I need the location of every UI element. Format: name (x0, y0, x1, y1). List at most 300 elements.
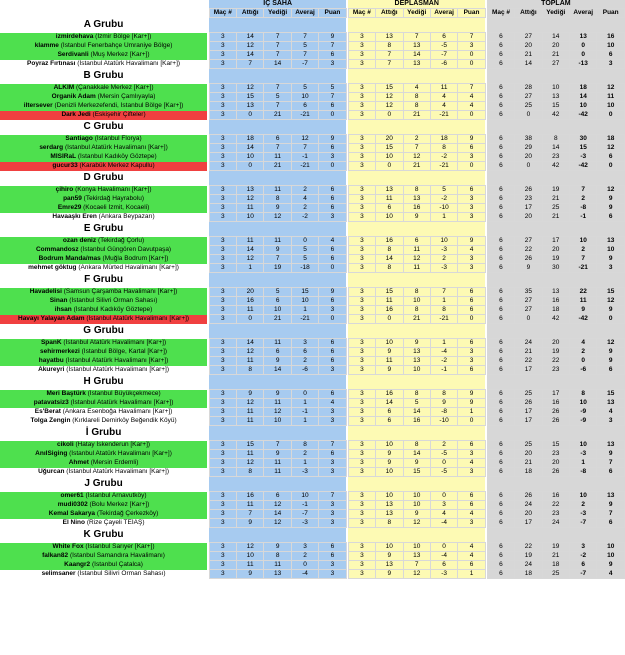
home-stat-cell: -3 (291, 468, 318, 477)
away-stat-cell: 3 (348, 264, 375, 273)
total-stat-cell: 17 (542, 390, 569, 399)
total-stat-cell: 6 (487, 33, 514, 42)
total-stat-cell: 10 (597, 552, 625, 561)
away-stat-cell: 3 (348, 102, 375, 111)
away-stat-cell: 3 (348, 501, 375, 510)
home-stat-cell: 6 (264, 297, 291, 306)
total-stat-cell: 17 (515, 204, 542, 213)
away-stat-cell: -5 (430, 450, 457, 459)
team-name: Tolga Zengin (30, 417, 71, 424)
total-stat-cell: 6 (487, 357, 514, 366)
team-row (0, 492, 625, 501)
away-stat-cell: 10 (376, 213, 403, 222)
away-stat-cell: 3 (348, 306, 375, 315)
home-stat-cell: 12 (237, 195, 264, 204)
team-row (0, 255, 625, 264)
team-row (0, 111, 625, 120)
team-location: (İstanbul Silivri Orman Sahası) (77, 570, 166, 577)
home-stat-cell: 10 (237, 552, 264, 561)
team-location: (Tekirdağ Çorlu) (97, 237, 145, 244)
home-stat-cell: 2 (291, 186, 318, 195)
total-stat-cell: 12 (597, 297, 625, 306)
home-stat-cell: 4 (291, 195, 318, 204)
team-name: Poyraz Fırtınası (27, 60, 76, 67)
total-stat-cell: 9 (515, 264, 542, 273)
home-stat-cell: 3 (291, 339, 318, 348)
away-stat-cell: 3 (348, 552, 375, 561)
away-stat-cell: 16 (403, 417, 430, 426)
total-stat-cell: 6 (487, 111, 514, 120)
total-stat-cell: -7 (570, 519, 597, 528)
team-cell (0, 408, 207, 417)
away-stat-cell: 8 (430, 144, 457, 153)
home-stat-cell: 9 (237, 519, 264, 528)
total-stat-cell: 6 (487, 84, 514, 93)
total-stat-cell: 6 (487, 399, 514, 408)
away-stat-cell: 10 (376, 153, 403, 162)
away-stat-cell: 4 (458, 246, 485, 255)
total-stat-cell: 6 (487, 297, 514, 306)
away-stat-cell: 3 (348, 162, 375, 171)
home-stat-cell: 9 (237, 570, 264, 579)
total-stat-cell: 27 (515, 297, 542, 306)
away-stat-cell: -21 (430, 162, 457, 171)
away-stat-cell: 10 (403, 543, 430, 552)
home-stat-cell: 3 (209, 162, 236, 171)
away-stat-cell: 9 (403, 339, 430, 348)
total-stat-cell: 6 (487, 510, 514, 519)
total-stat-cell: 16 (542, 297, 569, 306)
away-stat-cell: 7 (403, 33, 430, 42)
home-stat-cell: 7 (264, 441, 291, 450)
team-cell (0, 264, 207, 273)
col-header: Yediği (264, 9, 291, 18)
away-stat-cell: 10 (403, 501, 430, 510)
team-name: Uğurcan (38, 468, 65, 475)
home-stat-cell: 3 (209, 84, 236, 93)
total-stat-cell: 17 (542, 237, 569, 246)
total-stat-cell: 6 (487, 153, 514, 162)
team-location: (İstanbul Kadıköy Göztepe) (77, 153, 157, 160)
team-name: Ahmet (68, 459, 89, 466)
away-stat-cell: 13 (376, 501, 403, 510)
total-stat-cell: 9 (597, 255, 625, 264)
home-stat-cell: 7 (264, 102, 291, 111)
team-cell (0, 186, 207, 195)
team-row (0, 399, 625, 408)
team-name: iltersever (23, 102, 53, 109)
team-name: Emre29 (57, 204, 82, 211)
home-stat-cell: 6 (319, 297, 346, 306)
away-stat-cell: 14 (376, 399, 403, 408)
home-stat-cell: 15 (237, 441, 264, 450)
team-cell (0, 255, 207, 264)
team-location: (Denizli Merkezefendi, İstanbul Bölge [Kar+]) (54, 102, 184, 109)
away-stat-cell: 3 (348, 492, 375, 501)
away-stat-cell: 0 (430, 543, 457, 552)
home-stat-cell: 3 (209, 510, 236, 519)
team-cell (0, 195, 207, 204)
total-stat-cell: -3 (570, 450, 597, 459)
away-stat-cell: 0 (458, 315, 485, 324)
total-stat-cell: 6 (487, 213, 514, 222)
team-row (0, 519, 625, 528)
away-stat-cell: 10 (403, 492, 430, 501)
total-stat-cell: 26 (515, 399, 542, 408)
home-stat-cell: 5 (291, 42, 318, 51)
total-stat-cell: 2 (570, 501, 597, 510)
team-location: (Çanakkale Merkez [Kar+]) (76, 84, 154, 91)
group-header-row (0, 222, 625, 237)
total-stat-cell: 27 (515, 237, 542, 246)
away-stat-cell: 3 (348, 93, 375, 102)
away-stat-cell: 10 (376, 339, 403, 348)
away-stat-cell: 0 (376, 111, 403, 120)
team-cell (0, 60, 207, 69)
away-stat-cell: 3 (348, 399, 375, 408)
total-stat-cell: 14 (570, 93, 597, 102)
team-row (0, 390, 625, 399)
home-stat-cell: 3 (209, 570, 236, 579)
team-cell (0, 111, 207, 120)
total-stat-cell: 6 (487, 552, 514, 561)
away-stat-cell: 8 (376, 519, 403, 528)
total-stat-cell: 6 (487, 519, 514, 528)
home-stat-cell: 14 (237, 246, 264, 255)
team-cell (0, 552, 207, 561)
home-stat-cell: 3 (209, 399, 236, 408)
total-stat-cell: 6 (487, 339, 514, 348)
team-location: (İstanbul Atatürk Havalimanı [Kar+]) (70, 399, 174, 406)
total-stat-cell: 3 (597, 60, 625, 69)
home-stat-cell: 3 (209, 93, 236, 102)
away-stat-cell: 3 (348, 348, 375, 357)
team-cell (0, 204, 207, 213)
away-stat-cell: 3 (458, 357, 485, 366)
total-stat-cell: 10 (570, 237, 597, 246)
team-name: Akureyri (38, 366, 65, 373)
home-stat-cell: -21 (291, 111, 318, 120)
team-cell (0, 153, 207, 162)
home-stat-cell: 5 (264, 288, 291, 297)
away-stat-cell: 13 (403, 357, 430, 366)
total-stat-cell: 21 (542, 552, 569, 561)
away-stat-cell: 3 (348, 135, 375, 144)
total-stat-cell: 16 (597, 33, 625, 42)
total-stat-cell: 28 (515, 84, 542, 93)
away-stat-cell: 13 (376, 186, 403, 195)
team-cell (0, 33, 207, 42)
away-stat-cell: 10 (376, 543, 403, 552)
away-stat-cell: 3 (458, 450, 485, 459)
total-stat-cell: 20 (542, 339, 569, 348)
total-stat-cell: 9 (597, 204, 625, 213)
group-header-row (0, 273, 625, 288)
home-stat-cell: -18 (291, 264, 318, 273)
total-stat-cell: 19 (515, 552, 542, 561)
total-stat-cell: 13 (570, 33, 597, 42)
home-stat-cell: 11 (237, 357, 264, 366)
away-stat-cell: 6 (376, 417, 403, 426)
team-cell (0, 561, 207, 570)
total-stat-cell: 13 (597, 237, 625, 246)
away-stat-cell: 3 (348, 357, 375, 366)
home-stat-cell: 11 (237, 561, 264, 570)
total-stat-cell: 6 (487, 306, 514, 315)
total-stat-cell: 15 (542, 102, 569, 111)
home-stat-cell: 15 (237, 93, 264, 102)
home-stat-cell: 16 (237, 297, 264, 306)
total-stat-cell: 22 (542, 501, 569, 510)
away-stat-cell: 3 (458, 213, 485, 222)
home-stat-cell: 3 (319, 519, 346, 528)
group-header-row (0, 426, 625, 441)
away-stat-cell: 6 (376, 204, 403, 213)
away-stat-cell: 11 (376, 357, 403, 366)
home-stat-cell: 12 (291, 135, 318, 144)
total-stat-cell: 2 (570, 246, 597, 255)
away-stat-cell: 4 (458, 93, 485, 102)
home-stat-cell: 12 (237, 255, 264, 264)
total-stat-cell: 18 (597, 135, 625, 144)
home-stat-cell: -2 (291, 213, 318, 222)
total-stat-cell: 10 (597, 42, 625, 51)
team-name: MİSİRaL (50, 153, 77, 160)
home-stat-cell: -21 (291, 315, 318, 324)
total-stat-cell: 7 (597, 510, 625, 519)
total-stat-cell: 24 (515, 561, 542, 570)
home-stat-cell: 14 (264, 60, 291, 69)
home-stat-cell: 3 (209, 501, 236, 510)
away-stat-cell: 10 (403, 366, 430, 375)
home-stat-cell: 6 (319, 450, 346, 459)
team-name: Havayı Yalayan Adam (18, 315, 85, 322)
home-stat-cell: 3 (209, 186, 236, 195)
col-header: Attığı (376, 9, 403, 18)
away-stat-cell: -10 (430, 417, 457, 426)
team-location: (İstanbul Sarıyer [Kar+]) (85, 543, 155, 550)
away-stat-cell: 12 (376, 102, 403, 111)
team-row (0, 297, 625, 306)
away-stat-cell: -2 (430, 357, 457, 366)
group-header-row (0, 528, 625, 543)
home-stat-cell: 3 (209, 543, 236, 552)
away-stat-cell: 5 (403, 399, 430, 408)
total-stat-cell: 13 (542, 93, 569, 102)
away-stat-cell: 3 (458, 255, 485, 264)
away-stat-cell: 6 (458, 186, 485, 195)
total-stat-cell: 6 (487, 195, 514, 204)
team-row (0, 51, 625, 60)
total-stat-cell: 0 (597, 315, 625, 324)
total-stat-cell: 22 (515, 543, 542, 552)
group-title: İ Grubu (85, 427, 122, 438)
team-cell (0, 288, 207, 297)
home-stat-cell: 3 (209, 297, 236, 306)
away-stat-cell: 3 (348, 51, 375, 60)
home-stat-cell: 9 (319, 135, 346, 144)
away-stat-cell: 3 (458, 468, 485, 477)
team-name: selimsaner (41, 570, 76, 577)
team-row (0, 450, 625, 459)
away-stat-cell: 9 (458, 399, 485, 408)
home-stat-cell: 6 (319, 195, 346, 204)
home-stat-cell: 3 (209, 42, 236, 51)
total-stat-cell: 22 (542, 357, 569, 366)
total-stat-cell: 27 (542, 60, 569, 69)
total-stat-cell: 2 (570, 195, 597, 204)
group-title: A Grubu (83, 19, 124, 30)
away-stat-cell: -21 (430, 111, 457, 120)
total-stat-cell: 6 (487, 366, 514, 375)
total-stat-cell: -8 (570, 468, 597, 477)
team-location: (Muş Merkez [Kar+]) (90, 51, 150, 58)
team-location: (İstanbul Samandıra Havalimanı) (69, 552, 165, 559)
team-cell (0, 543, 207, 552)
away-stat-cell: 4 (458, 543, 485, 552)
team-name: izmirdehava (55, 33, 94, 40)
total-stat-cell: -42 (570, 111, 597, 120)
total-stat-cell: 16 (542, 492, 569, 501)
home-stat-cell: 3 (209, 519, 236, 528)
total-stat-cell: 18 (542, 561, 569, 570)
group-header-row (0, 69, 625, 84)
total-stat-cell: -1 (570, 213, 597, 222)
total-stat-cell: 18 (515, 468, 542, 477)
team-name: patavatsiz3 (33, 399, 69, 406)
away-stat-cell: 3 (458, 195, 485, 204)
away-stat-cell: 4 (458, 510, 485, 519)
total-stat-cell: 17 (515, 408, 542, 417)
team-cell (0, 213, 207, 222)
team-location: (Ankara Mürted Havalimanı [Kar+]) (78, 264, 179, 271)
team-row (0, 561, 625, 570)
away-stat-cell: 8 (403, 102, 430, 111)
home-stat-cell: 0 (291, 237, 318, 246)
home-section-title: İÇ SAHA (209, 0, 346, 9)
total-stat-cell: 6 (597, 51, 625, 60)
total-stat-cell: 27 (515, 306, 542, 315)
home-stat-cell: 1 (291, 306, 318, 315)
away-stat-cell: 9 (430, 399, 457, 408)
team-name: Serdivanli (57, 51, 89, 58)
total-stat-cell: -7 (570, 570, 597, 579)
team-location: (İstanbul Çatalca) (91, 561, 143, 568)
home-stat-cell: 0 (319, 315, 346, 324)
away-stat-cell: 3 (458, 204, 485, 213)
team-row (0, 60, 625, 69)
team-row (0, 366, 625, 375)
total-stat-cell: 21 (515, 348, 542, 357)
col-header: Maç # (487, 9, 514, 18)
home-stat-cell: 11 (237, 408, 264, 417)
team-name: Havaaşkı Eren (52, 213, 97, 220)
home-stat-cell: 7 (319, 441, 346, 450)
home-stat-cell: 6 (319, 186, 346, 195)
team-cell (0, 84, 207, 93)
home-stat-cell: 11 (237, 306, 264, 315)
home-stat-cell: 12 (237, 348, 264, 357)
away-stat-cell: 3 (348, 111, 375, 120)
home-stat-cell: 3 (209, 450, 236, 459)
total-stat-cell: 0 (597, 111, 625, 120)
total-stat-cell: 15 (597, 288, 625, 297)
group-title: G Grubu (83, 325, 124, 336)
team-name: ihsan (54, 306, 72, 313)
away-stat-cell: 3 (348, 450, 375, 459)
away-stat-cell: 15 (376, 288, 403, 297)
team-name: gucur33 (52, 162, 78, 169)
team-row (0, 42, 625, 51)
home-stat-cell: 14 (237, 33, 264, 42)
away-stat-cell: 12 (403, 153, 430, 162)
away-stat-cell: 3 (458, 264, 485, 273)
team-row (0, 93, 625, 102)
home-stat-cell: 3 (319, 501, 346, 510)
away-stat-cell: 6 (376, 408, 403, 417)
team-name: SpanK (40, 339, 62, 346)
total-stat-cell: 20 (515, 510, 542, 519)
total-stat-cell: 6 (487, 408, 514, 417)
home-stat-cell: 12 (237, 84, 264, 93)
total-stat-cell: 0 (570, 51, 597, 60)
away-stat-cell: 14 (376, 255, 403, 264)
home-stat-cell: 3 (319, 468, 346, 477)
col-header: Puan (597, 9, 625, 18)
home-stat-cell: 3 (209, 246, 236, 255)
away-stat-cell: 12 (403, 519, 430, 528)
team-name: pan59 (63, 195, 82, 202)
total-stat-cell: 10 (570, 441, 597, 450)
team-location: (Eskişehir Çifteler) (92, 111, 146, 118)
home-stat-cell: 9 (319, 33, 346, 42)
away-stat-cell: 7 (376, 51, 403, 60)
total-stat-cell: 24 (542, 519, 569, 528)
home-stat-cell: 13 (237, 186, 264, 195)
team-name: Kaangr2 (64, 561, 91, 568)
team-location: (Mersin Erdemli) (90, 459, 139, 466)
team-location: (İstanbul Florya) (94, 135, 142, 142)
total-stat-cell: 19 (542, 255, 569, 264)
team-row (0, 543, 625, 552)
away-stat-cell: 9 (403, 459, 430, 468)
home-stat-cell: 14 (264, 366, 291, 375)
team-name: omer61 (60, 492, 84, 499)
home-stat-cell: 3 (209, 144, 236, 153)
home-stat-cell: 1 (291, 459, 318, 468)
home-stat-cell: 8 (237, 468, 264, 477)
home-stat-cell: 9 (237, 390, 264, 399)
total-stat-cell: 14 (542, 144, 569, 153)
total-stat-cell: 12 (597, 84, 625, 93)
away-stat-cell: 2 (403, 135, 430, 144)
total-stat-cell: 6 (487, 459, 514, 468)
total-stat-cell: 26 (542, 408, 569, 417)
home-stat-cell: 6 (264, 492, 291, 501)
total-stat-cell: 22 (570, 288, 597, 297)
home-stat-cell: -1 (291, 408, 318, 417)
team-location: (Rize Çayeli TEİAŞ) (86, 519, 145, 526)
team-cell (0, 510, 207, 519)
home-stat-cell: 11 (237, 501, 264, 510)
home-stat-cell: 8 (264, 552, 291, 561)
total-stat-cell: 6 (487, 390, 514, 399)
total-stat-cell: 10 (597, 543, 625, 552)
total-stat-cell: 13 (597, 441, 625, 450)
team-row (0, 288, 625, 297)
away-stat-cell: 15 (376, 84, 403, 93)
total-stat-cell: 23 (542, 510, 569, 519)
